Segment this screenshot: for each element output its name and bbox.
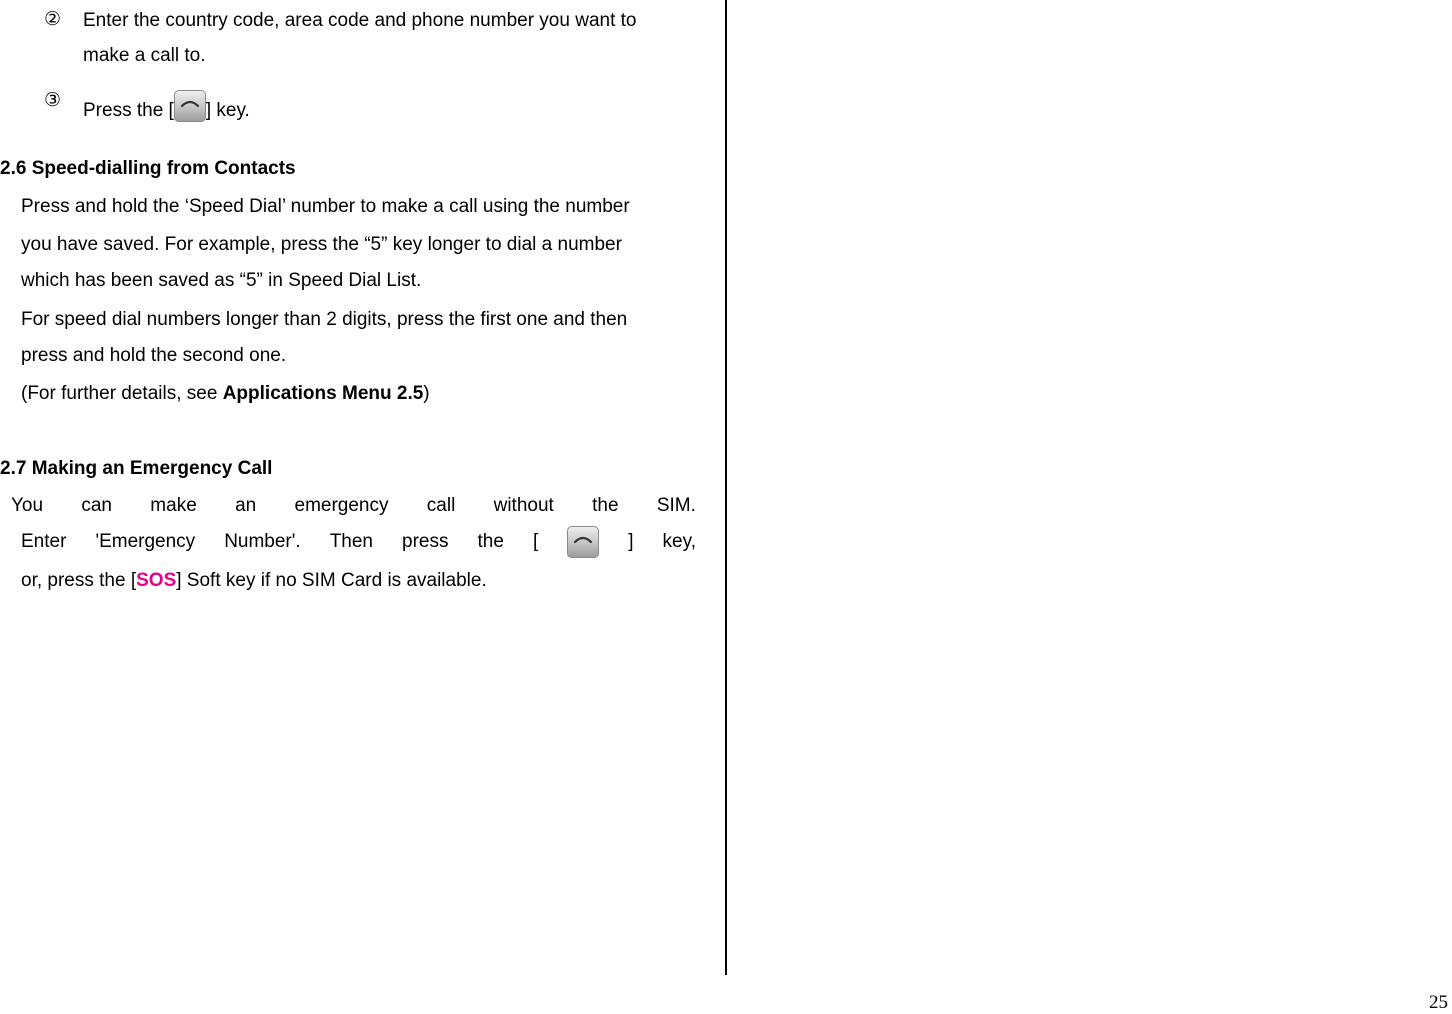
word: Enter	[21, 531, 67, 552]
word: emergency	[294, 495, 389, 516]
word: Number'.	[224, 531, 301, 552]
word: an	[235, 495, 257, 516]
paragraph-line: press and hold the second one.	[21, 345, 287, 366]
paragraph-line: you have saved. For example, press the “5” key longer to dial a number	[21, 234, 622, 255]
paragraph-line	[11, 495, 696, 517]
paragraph-line: which has been saved as “5” in Speed Dial List.	[21, 270, 422, 291]
word: call	[426, 495, 456, 516]
word: SIM.	[656, 495, 696, 516]
step3-prefix: Press the [	[83, 100, 174, 121]
page-number: 25	[1429, 992, 1448, 1013]
line-prefix: or, press the [	[21, 570, 137, 591]
word: can	[81, 495, 112, 516]
word: Then	[329, 531, 373, 552]
word: make	[150, 495, 197, 516]
paragraph-line	[21, 524, 696, 560]
step3-suffix: ] key.	[205, 100, 250, 121]
word: press	[402, 531, 449, 552]
word: You	[11, 495, 44, 516]
reference-note-suffix: )	[423, 383, 430, 404]
paragraph-line: For speed dial numbers longer than 2 digits, press the first one and then	[21, 309, 628, 330]
paragraph-line	[21, 570, 487, 592]
word: the	[477, 531, 504, 552]
sos-softkey-label: SOS	[136, 570, 177, 591]
send-call-key-icon	[567, 526, 599, 558]
send-call-key-icon	[174, 90, 206, 122]
reference-note-prefix: (For further details, see	[21, 383, 223, 404]
line-suffix: ] Soft key if no SIM Card is available.	[176, 570, 487, 591]
word: [	[532, 531, 539, 552]
step-marker: ②	[44, 9, 62, 30]
section-heading: 2.7 Making an Emergency Call	[0, 458, 273, 479]
paragraph-line: Press and hold the ‘Speed Dial’ number to make a call using the number	[21, 196, 630, 217]
word: without	[493, 495, 554, 516]
step2-text-line1: Enter the country code, area code and phone number you want to	[83, 10, 637, 31]
word: the	[592, 495, 619, 516]
reference-note	[21, 383, 430, 405]
column-divider	[725, 0, 727, 975]
section-heading: 2.6 Speed-dialling from Contacts	[0, 158, 296, 179]
word: ]	[628, 531, 634, 552]
reference-link-text: Applications Menu 2.5	[222, 383, 424, 404]
step-marker: ③	[44, 90, 62, 111]
word: 'Emergency	[95, 531, 196, 552]
word: key,	[662, 531, 696, 552]
step3-text	[83, 90, 250, 122]
step2-text-line2: make a call to.	[83, 45, 206, 66]
